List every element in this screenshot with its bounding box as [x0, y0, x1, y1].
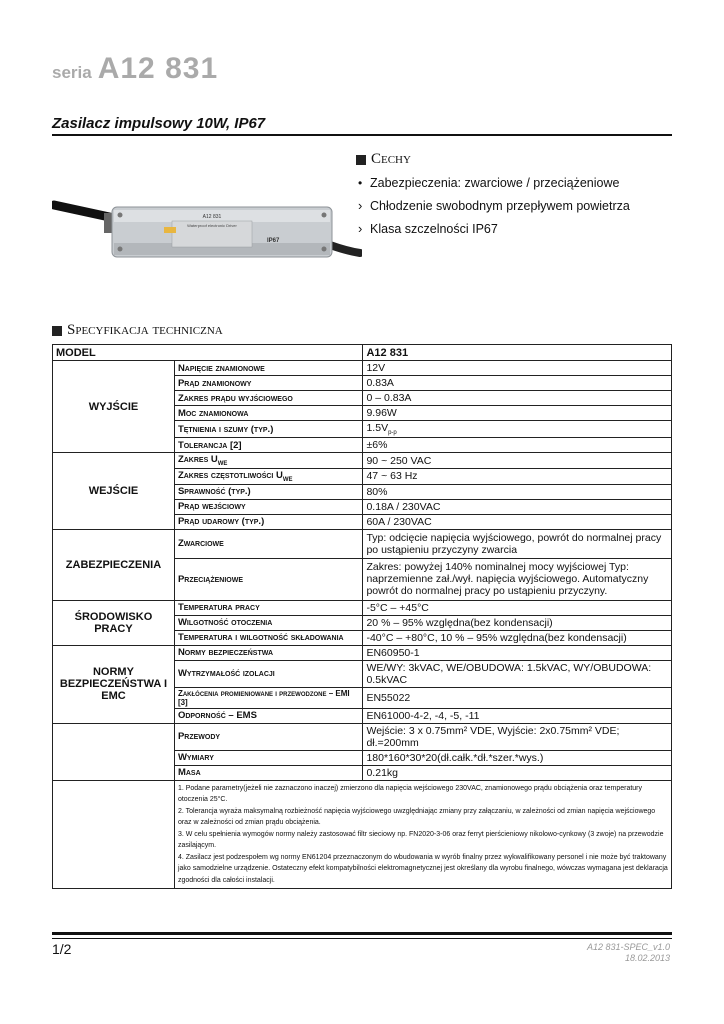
param-name: Zwarciowe [174, 529, 363, 558]
footer-rule-thick [52, 932, 672, 935]
series-number: A12 831 [97, 52, 219, 85]
features-section [356, 151, 686, 245]
param-value: 20 % – 95% względna(bez kondensacji) [363, 615, 672, 630]
empty-notes-cell [53, 780, 175, 889]
group-protection: ZABEZPIECZENIA [53, 529, 175, 600]
footnote: 1. Podane parametry(jeżeli nie zaznaczono inaczej) zmierzono dla napięcia wejściowego 230VAC, znamionowego prądu obciążenia oraz temperatury otoczenia 25°C. [177, 784, 643, 804]
doc-id: A12 831-SPEC_v1.0 [586, 942, 670, 952]
product-image [52, 183, 362, 273]
group-norms: NORMY BEZPIECZEŃSTWA I EMC [53, 645, 175, 723]
feature-item: › Chłodzenie swobodnym przepływem powietrza [356, 199, 686, 213]
product-subtitle: Zasilacz impulsowy 10W, IP67 [52, 115, 266, 132]
param-name: Zakres prądu wyjściowego [174, 391, 363, 406]
spec-title: Specyfikacja techniczna [67, 322, 223, 338]
param-name: Tętnienia i szumy (typ.) [174, 421, 363, 438]
param-value: -40°C – +80°C, 10 % – 95% względna(bez kondensacji) [363, 630, 672, 645]
param-value: Zakres: powyżej 140% nominalnej mocy wyjściowej Typ: naprzemienne zał./wył. napięcia wyjściowego. Automatyczny powrót do normalnej pracy po ustąpieniu przyczyny. [363, 558, 672, 600]
param-value: EN60950-1 [363, 645, 672, 660]
group-environment: ŚRODOWISKO PRACY [53, 600, 175, 645]
param-value: 180*160*30*20(dł.całk.*dł.*szer.*wys.) [363, 750, 672, 765]
model-value: A12 831 [363, 345, 672, 361]
spec-table [52, 344, 672, 889]
param-name: Tolerancja [2] [174, 438, 363, 453]
param-text: Zakres częstotliwości U [177, 469, 283, 481]
features-heading [356, 151, 686, 168]
param-value: 0.83A [363, 376, 672, 391]
footnote: 3. W celu spełnienia wymogów normy należy zastosować filtr sieciowy np. FN2020-3-06 oraz ferryt pierścieniowy nikolowo-cynkowy (3 zwoje) na przewodzie zasilającym. [177, 830, 664, 850]
doc-meta [587, 942, 670, 964]
param-name: Odporność – EMS [174, 708, 363, 723]
param-value: 80% [363, 484, 672, 499]
param-value: 0.21kg [363, 765, 672, 780]
label-model: A12 831 [202, 214, 222, 220]
feature-item: › Klasa szczelności IP67 [356, 222, 686, 236]
ripple-value: 1.5V [366, 422, 389, 434]
param-name: Napięcie znamionowe [174, 361, 363, 376]
param-value: ±6% [363, 438, 672, 453]
table-row [53, 453, 672, 469]
param-name: Prąd znamionowy [174, 376, 363, 391]
param-value: Typ: odcięcie napięcia wyjściowego, powrót do normalnej pracy po ustąpieniu przyczyny zwarcia [363, 529, 672, 558]
spec-heading [52, 322, 223, 339]
param-name: Prąd wejściowy [174, 499, 363, 514]
group-output: WYJŚCIE [53, 361, 175, 453]
param-value: 47 ~ 63 Hz [363, 468, 672, 484]
notes-row [53, 780, 672, 889]
param-name: Zakłócenia promieniowane i przewodzone – EMI [3] [174, 687, 363, 708]
param-name: Przewody [174, 723, 363, 750]
param-name: Temperatura pracy [174, 600, 363, 615]
label-ip: IP67 [267, 238, 280, 244]
table-row [53, 361, 672, 376]
footnote: 2. Tolerancja wyraża maksymalną rozbieżność napięcia wyjściowego uwzględniając zmiany przy załączaniu, w zależności od zmian napięcia wejściowego oraz w zależności od zmian prądu obciążenia. [177, 807, 656, 827]
param-name [174, 468, 363, 484]
table-row [53, 529, 672, 558]
param-name: Normy bezpieczeństwa [174, 645, 363, 660]
table-row [53, 345, 672, 361]
param-name: Wytrzymałość izolacji [174, 660, 363, 687]
table-row [53, 723, 672, 750]
group-input: WEJŚCIE [53, 453, 175, 530]
page-number: 1/2 [52, 941, 72, 957]
square-bullet-icon [356, 155, 366, 165]
empty-group-cell [53, 723, 175, 780]
param-value: Wejście: 3 x 0.75mm² VDE, Wyjście: 2x0.75mm² VDE; dł.=200mm [363, 723, 672, 750]
param-text: Zakres U [177, 454, 218, 466]
param-value: WE/WY: 3kVAC, WE/OBUDOWA: 1.5kVAC, WY/OBUDOWA: 0.5kVAC [363, 660, 672, 687]
series-label: seria [52, 63, 92, 82]
param-value [363, 421, 672, 438]
param-name: Przeciążeniowe [174, 558, 363, 600]
param-name: Wymiary [174, 750, 363, 765]
model-label: MODEL [53, 345, 363, 361]
square-bullet-icon [52, 326, 62, 336]
param-name: Temperatura i wilgotność składowania [174, 630, 363, 645]
label-text: Waterproof electronic Driver [187, 223, 237, 228]
param-name: Moc znamionowa [174, 406, 363, 421]
param-value: EN61000-4-2, -4, -5, -11 [363, 708, 672, 723]
param-value: 9.96W [363, 406, 672, 421]
param-value: 12V [363, 361, 672, 376]
param-value: 0 – 0.83A [363, 391, 672, 406]
param-name: Sprawność (typ.) [174, 484, 363, 499]
param-value: 0.18A / 230VAC [363, 499, 672, 514]
param-value: EN55022 [363, 687, 672, 708]
subtitle-rule [52, 134, 672, 136]
footnote: 4. Zasilacz jest podzespołem wg normy EN61204 przeznaczonym do wbudowania w wyrób finalny przez wykwalifikowany personel i nie może być traktowany jako samodzielne urządzenie. Ostateczny efekt kompatybilności elektromagnetycznej jest określany dla wyrobu finalnego, wówczas wymagana jest deklaracja zgodności dla całości instalacji. [177, 853, 668, 884]
param-name [174, 453, 363, 469]
footnotes [174, 780, 671, 889]
features-title: Cechy [371, 151, 411, 167]
param-value: 90 ~ 250 VAC [363, 453, 672, 469]
param-name: Wilgotność otoczenia [174, 615, 363, 630]
param-subscript: WE [217, 460, 228, 467]
param-value: -5°C – +45°C [363, 600, 672, 615]
param-name: Prąd udarowy (typ.) [174, 514, 363, 529]
table-row [53, 645, 672, 660]
series-heading [52, 52, 218, 86]
footer-rule-thin [52, 938, 672, 939]
param-value: 60A / 230VAC [363, 514, 672, 529]
table-row [53, 600, 672, 615]
doc-date: 18.02.2013 [624, 953, 670, 963]
feature-item: • Zabezpieczenia: zwarciowe / przeciążeniowe [356, 176, 686, 190]
features-list [356, 176, 686, 236]
param-subscript: WE [282, 476, 293, 483]
param-name: Masa [174, 765, 363, 780]
ripple-subscript: p-p [388, 430, 397, 437]
